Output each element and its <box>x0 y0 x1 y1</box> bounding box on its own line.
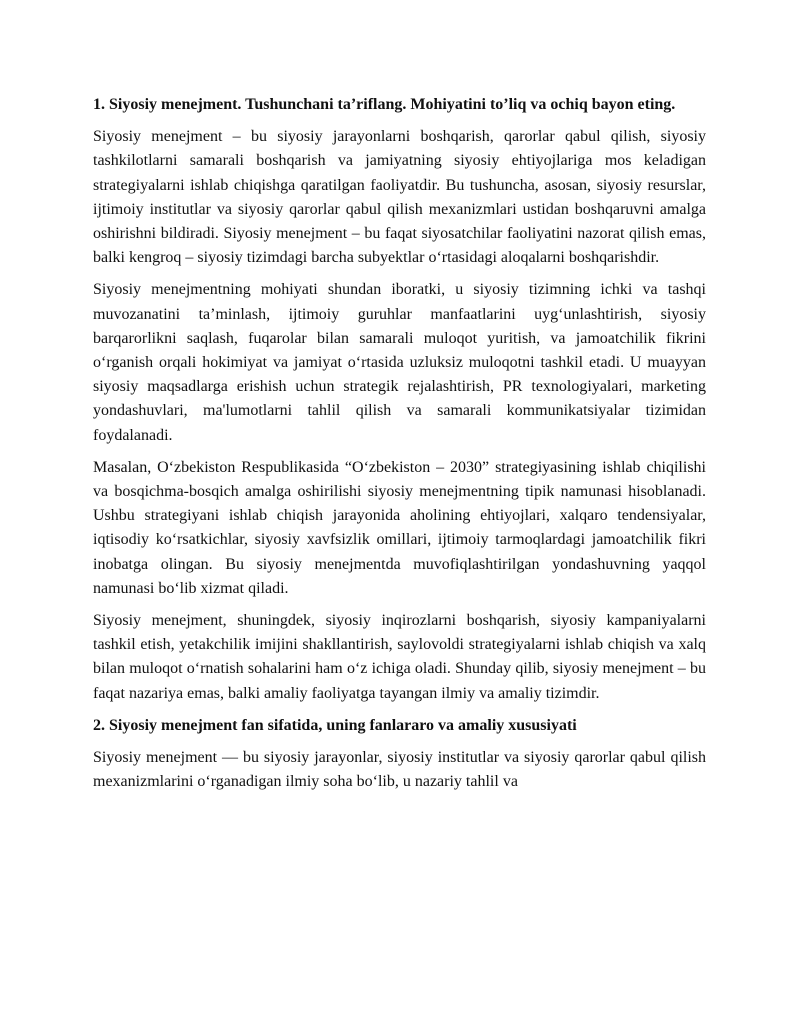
section-1-paragraph-1: Siyosiy menejment – bu siyosiy jarayonlarni boshqarish, qarorlar qabul qilish, siyosiy tashkilotlarni samarali boshqarish va jamiyatning siyosiy ehtiyojlariga mos keladigan strategiyalarni ishlab chiqishga qaratilgan faoliyatdir. Bu tushuncha, asosan, siyosiy resurslar, ijtimoiy institutlar va siyosiy qarorlar qabul qilish mexanizmlari ustidan boshqaruvni amalga oshirishni bildiradi. Siyosiy menejment – bu faqat siyosatchilar faoliyatini nazorat qilish emas, balki kengroq – siyosiy tizimdagi barcha subyektlar o‘rtasidagi aloqalarni boshqarishdir. <box>93 128 706 267</box>
section-1-paragraph-4: Siyosiy menejment, shuningdek, siyosiy inqirozlarni boshqarish, siyosiy kampaniyalarni tashkil etish, yetakchilik imijini shakllantirish, saylovoldi strategiyalarni ishlab chiqish va xalq bilan muloqot o‘rnatish sohalarini ham o‘z ichiga oladi. Shunday qilib, siyosiy menejment – bu faqat nazariya emas, balki amaliy faoliyatga tayangan ilmiy va amaliy tizimdir. <box>93 612 706 702</box>
section-1-paragraph-3: Masalan, O‘zbekiston Respublikasida “O‘zbekiston – 2030” strategiyasining ishlab chiqilishi va bosqichma-bosqich amalga oshirilishi siyosiy menejmentning tipik namunasi hisoblanadi. Ushbu strategiyani ishlab chiqish jarayonida aholining ehtiyojlari, xalqaro tendensiyalar, iqtisodiy ko‘rsatkichlar, siyosiy xavfsizlik omillari, ijtimoiy tarmoqlardagi jamoatchilik fikri inobatga olingan. Bu siyosiy menejmentda muvofiqlashtirilgan yondashuvning yaqqol namunasi bo‘lib xizmat qiladi. <box>93 458 706 597</box>
section-1-paragraph-2: Siyosiy menejmentning mohiyati shundan iboratki, u siyosiy tizimning ichki va tashqi muvozanatini ta’minlash, ijtimoiy guruhlar manfaatlarini uyg‘unlashtirish, siyosiy barqarorlikni saqlash, fuqarolar bilan samarali muloqot yuritish, va jamoatchilik fikrini o‘rganish orqali hokimiyat va jamiyat o‘rtasida uzluksiz muloqotni tashkil etadi. U muayyan siyosiy maqsadlarga erishish uchun strategik rejalashtirish, PR texnologiyalari, marketing yondashuvlari, ma'lumotlarni tahlil qilish va samarali kommunikatsiyalar tizimidan foydalanadi. <box>93 281 706 444</box>
section-2-paragraph-1: Siyosiy menejment — bu siyosiy jarayonlar, siyosiy institutlar va siyosiy qarorlar qabul qilish mexanizmlarini o‘rganadigan ilmiy soha bo‘lib, u nazariy tahlil va <box>93 749 706 791</box>
section-1-heading: 1. Siyosiy menejment. Tushunchani ta’riflang. Mohiyatini to’liq va ochiq bayon eting. <box>93 96 676 113</box>
section-2-heading: 2. Siyosiy menejment fan sifatida, uning fanlararo va amaliy xususiyati <box>93 716 577 734</box>
document-body <box>93 93 706 802</box>
